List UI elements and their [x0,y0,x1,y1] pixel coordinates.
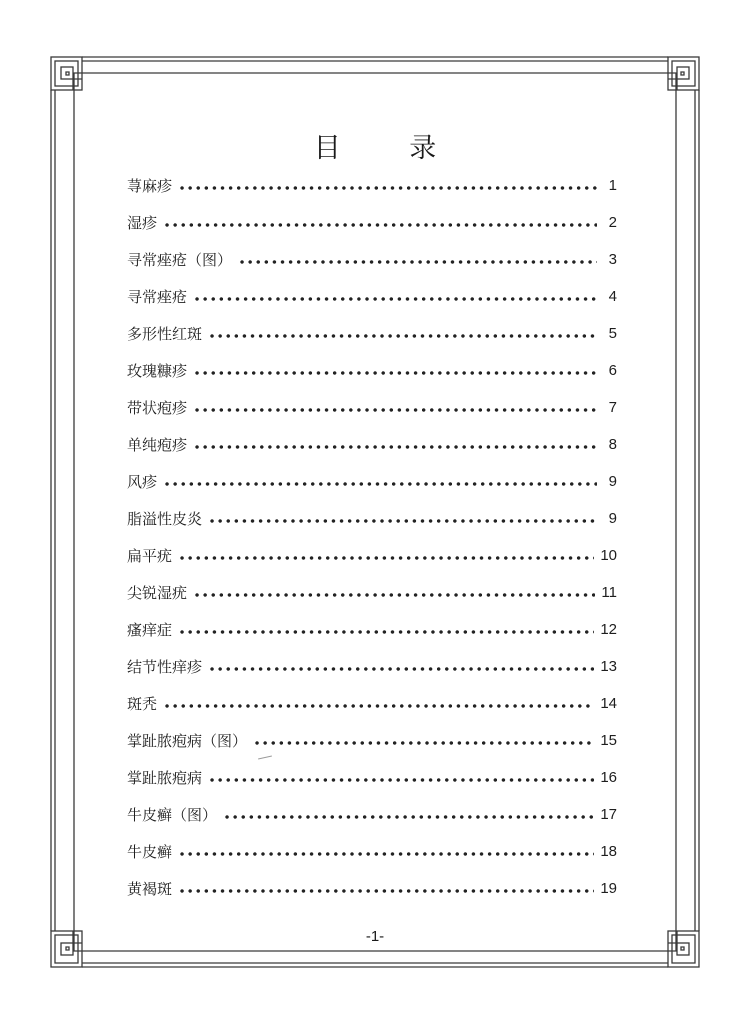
toc-entry[interactable] [127,278,617,315]
toc-entry-page: 7 [608,399,617,416]
dot-leader [238,260,597,264]
dot-leader [193,371,597,375]
toc-entry[interactable] [127,537,617,574]
toc-entry-page: 17 [600,806,617,823]
toc-entry-label: 结节性痒疹 [127,658,203,676]
toc-entry-page: 3 [608,251,617,268]
page-number: -1- [365,928,385,945]
toc-entry[interactable] [127,833,617,870]
toc-entry[interactable] [127,426,617,463]
toc-entry-page: 15 [600,732,617,749]
dot-leader [193,445,597,449]
toc-entry-page: 9 [608,510,617,527]
toc-entry[interactable] [127,463,617,500]
dot-leader [208,778,594,782]
toc-entry-page: 14 [600,695,617,712]
toc-entry-label: 掌趾脓疱病（图） [127,732,248,750]
toc-entry-page: 8 [608,436,617,453]
toc-entry-label: 湿疹 [127,214,158,232]
toc-entry[interactable] [127,648,617,685]
dot-leader [178,186,597,190]
toc-entry-label: 多形性红斑 [127,325,203,343]
toc-entry-page: 6 [608,362,617,379]
toc-entry-label: 带状疱疹 [127,399,188,417]
toc-entry[interactable] [127,241,617,278]
toc-entry[interactable] [127,796,617,833]
toc-entry-label: 尖锐湿疣 [127,584,188,602]
dot-leader [193,297,597,301]
toc-entry[interactable] [127,315,617,352]
toc-entry-page: 16 [600,769,617,786]
toc-entry-label: 单纯疱疹 [127,436,188,454]
toc-entry[interactable] [127,870,617,907]
dot-leader [163,482,597,486]
toc-entry-page: 12 [600,621,617,638]
toc-entry-label: 斑秃 [127,695,158,713]
dot-leader [223,815,594,819]
toc-entry-label: 脂溢性皮炎 [127,510,203,528]
toc-entry-page: 5 [608,325,617,342]
toc-entry-label: 扁平疣 [127,547,173,565]
toc-entry[interactable] [127,389,617,426]
toc-entry-page: 13 [600,658,617,675]
toc-entry[interactable] [127,204,617,241]
toc-entry-label: 荨麻疹 [127,177,173,195]
toc-entry[interactable] [127,352,617,389]
dot-leader [208,519,597,523]
toc-entry-label: 牛皮癣 [127,843,173,861]
toc-entry[interactable] [127,759,617,796]
toc-entry-page: 19 [600,880,617,897]
dot-leader [208,334,597,338]
toc-entry-label: 掌趾脓疱病 [127,769,203,787]
dot-leader [193,408,597,412]
toc-entry-label: 寻常痤疮 [127,288,188,306]
dot-leader [163,223,597,227]
toc-entry-page: 1 [608,177,617,194]
toc-entry-page: 4 [608,288,617,305]
dot-leader [253,741,594,745]
toc-entry-page: 18 [600,843,617,860]
table-of-contents [127,167,617,907]
toc-entry-page: 9 [608,473,617,490]
toc-entry-label: 寻常痤疮（图） [127,251,233,269]
page-title: 目 录 [313,133,467,164]
toc-entry-label: 瘙痒症 [127,621,173,639]
toc-entry[interactable] [127,574,617,611]
toc-entry[interactable] [127,167,617,204]
toc-entry[interactable] [127,722,617,759]
dot-leader [178,889,594,893]
toc-entry-label: 牛皮癣（图） [127,806,218,824]
toc-entry-label: 风疹 [127,473,158,491]
dot-leader [163,704,594,708]
dot-leader [178,556,594,560]
toc-entry[interactable] [127,685,617,722]
toc-entry[interactable] [127,611,617,648]
dot-leader [193,593,595,597]
toc-entry[interactable] [127,500,617,537]
toc-entry-label: 玫瑰糠疹 [127,362,188,380]
toc-entry-label: 黄褐斑 [127,880,173,898]
dot-leader [178,630,594,634]
toc-entry-page: 2 [608,214,617,231]
toc-entry-page: 10 [600,547,617,564]
dot-leader [208,667,594,671]
dot-leader [178,852,594,856]
toc-entry-page: 11 [601,584,617,601]
